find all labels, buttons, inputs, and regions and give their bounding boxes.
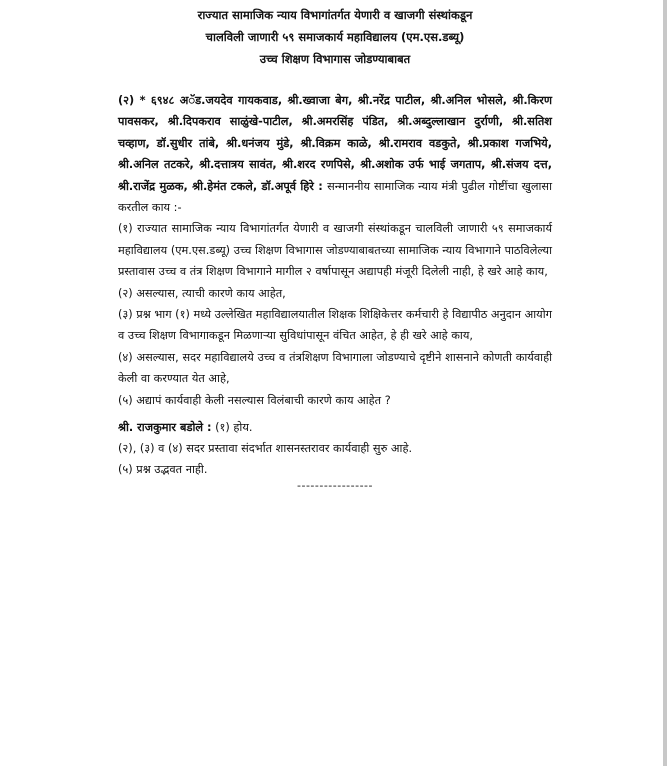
title-line-2: चालविली जाणारी ५९ समाजकार्य महाविद्यालय (एम.एस.डब्यू) [205, 30, 465, 44]
title-line-1: राज्यात सामाजिक न्याय विभागांतर्गत येणारी व खाजगी संस्थांकडून [197, 8, 473, 22]
title-line-3: उच्च शिक्षण विभागास जोडण्याबाबत [259, 52, 411, 66]
question-part-3: (३) प्रश्न भाग (१) मध्ये उल्लेखित महाविद्यालयातील शिक्षक शिक्षिकेत्तर कर्मचारी हे विद्यापीठ अनुदान आयोग व उच्च शिक्षण विभागाकडून मिळणाऱ्या सुविधांपासून वंचित आहेत, हे ही खरे आहे काय, [118, 308, 553, 343]
question-members: अॅड.जयदेव गायकवाड, श्री.ख्वाजा बेग, श्री.नरेंद्र पाटील, श्री.अनिल भोसले, श्री.किरण पावसकर, श्री.दिपकराव साळुंखे-पाटील, श्री.अमरसिंह पंडित, श्री.अब्दुल्लाखान दुर्राणी, श्री.सतिश चव्हाण, डॉ.सुधीर तांबे, श्री.धनंजय मुंडे, श्री.विक्रम काळे, श्री.रामराव वडकुते, श्री.प्रकाश गजभिये, श्री.अनिल तटकरे, श्री.दत्तात्रय सावंत, श्री.शरद रणपिसे, श्री.अशोक उर्फ भाई जगताप, श्री.संजय दत्त, श्री.राजेंद्र मुळक, श्री.हेमंत टकले, डॉ.अपूर्व हिरे : [118, 94, 553, 193]
addressed-minister: सन्माननीय सामाजिक न्याय मंत्री पुढील गोष्टींचा खुलासा करतील काय :- [118, 179, 552, 215]
answer-part-2-4: (२), (३) व (४) सदर प्रस्तावा संदर्भात शासनस्तरावर कार्यवाही सुरु आहे. [118, 442, 413, 456]
question-part-1: (१) राज्यात सामाजिक न्याय विभागांतर्गत येणारी व खाजगी संस्थांकडून चालविली जाणारी ५९ समाजकार्य महाविद्यालय (एम.एस.डब्यू) उच्च शिक्षण विभागास जोडण्याबाबतच्या सामाजिक न्याय विभागाने पाठविलेल्या प्रस्तावास उच्च व तंत्र शिक्षण विभागाने मागील २ वर्षापासून अद्यापही मंजूरी दिलेली नाही, हे खरे आहे काय, [118, 222, 552, 279]
starred-mark: * [139, 94, 146, 107]
question-intro [118, 90, 552, 218]
answer-part-5: (५) प्रश्न उद्भवत नाही. [118, 463, 208, 477]
question-number: (२) [118, 94, 135, 107]
answer-part-1: (१) होय. [215, 421, 253, 435]
answer-speaker: श्री. राजकुमार बडोले : [118, 421, 212, 435]
page-edge [663, 0, 667, 766]
question-part-4: (४) असल्यास, सदर महाविद्यालये उच्च व तंत्रशिक्षण विभागाला जोडण्याचे दृष्टीने शासनाने कोणती कार्यवाही केली वा करण्यात येत आहे, [118, 350, 552, 386]
answer-first-line [118, 417, 552, 438]
question-part-2: (२) असल्यास, त्याची कारणे काय आहेत, [118, 286, 286, 300]
answer-block [118, 417, 552, 480]
question-part-5: (५) अद्यापं कार्यवाही केली नसल्यास विलंबाची कारणे काय आहेत ? [118, 393, 391, 407]
question-id: ६९४८ [150, 94, 175, 107]
separator-line: ----------------- [297, 479, 373, 493]
document-page [118, 4, 552, 493]
